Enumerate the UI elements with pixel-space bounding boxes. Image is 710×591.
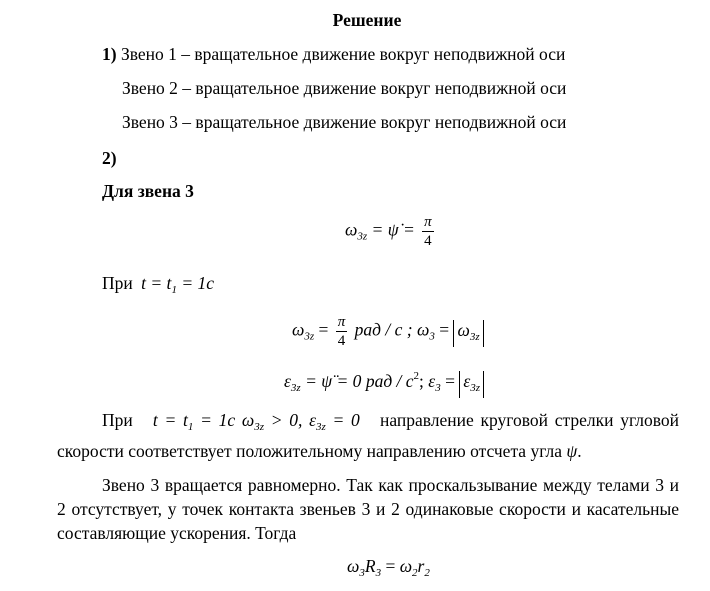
subscript: 1 <box>187 421 194 433</box>
fraction-numerator: π <box>424 214 432 230</box>
condition-expression: = 0 <box>332 410 360 430</box>
subscript: 3z <box>470 382 481 394</box>
paragraph-direction <box>57 408 679 463</box>
time-expression: t = t <box>152 410 188 430</box>
equals-sign: = <box>445 371 455 391</box>
omega-symbol: ω <box>292 319 305 340</box>
omega-symbol: ω <box>345 219 358 240</box>
condition-expression: = 1c ω <box>200 410 255 430</box>
when-label: При <box>102 273 133 293</box>
omega-symbol: ω <box>457 319 470 340</box>
subscript: 3z <box>357 230 368 243</box>
epsilon-symbol: ε <box>463 371 471 391</box>
time-value: = 1c <box>181 273 215 293</box>
equation-velocity-equality <box>347 556 430 579</box>
subscript: 1 <box>171 284 177 296</box>
epsilon-symbol: ε <box>284 371 291 391</box>
equation-rhs: = ψ̈ = 0 <box>305 371 362 391</box>
item-1 <box>102 44 565 65</box>
link-3-motion: Звено 3 – вращательное движение вокруг неподвижной оси <box>122 112 567 132</box>
radius-symbol: R <box>364 556 376 576</box>
equals-sign: = <box>385 556 396 576</box>
subscript: 2 <box>412 567 418 579</box>
equation-rhs: = ψ̇ = <box>371 219 415 240</box>
item-2-number: 2) <box>102 148 117 168</box>
paragraph-text: направление круговой стрелки угловой скорости соответствует положительному направлению отсчета угла <box>57 410 679 461</box>
absolute-value <box>453 320 483 347</box>
subscript: 2 <box>424 567 430 579</box>
equals-sign: = <box>318 319 329 340</box>
radius-symbol: r <box>417 556 425 576</box>
subscript: 3z <box>304 330 315 343</box>
unit: рад / с ; <box>354 319 413 340</box>
subscript: 3z <box>316 421 326 433</box>
equation-angular-velocity <box>345 213 437 250</box>
absolute-value <box>459 371 484 398</box>
exponent: 2 <box>413 370 420 382</box>
subscript: 3z <box>254 421 265 433</box>
omega-symbol: ω <box>416 319 430 340</box>
subscript: 3z <box>290 382 301 394</box>
subscript: 3z <box>469 330 480 343</box>
item-1-number: 1) <box>102 44 117 64</box>
link-1-motion: Звено 1 – вращательное движение вокруг неподвижной оси <box>120 44 566 64</box>
fraction <box>422 213 434 250</box>
subscript: 3 <box>435 382 441 394</box>
equation-omega-value <box>292 313 484 350</box>
subscript: 3 <box>359 567 365 579</box>
time-condition <box>102 273 214 296</box>
semicolon: ; <box>419 371 424 391</box>
paragraph-text: Звено 3 вращается равномерно. Так как проскальзывание между телами 3 и 2 отсутствует, у точек контакта звеньев 3 и 2 одинаковые скорости и касательные составляющие ускорения. Тогда <box>57 475 679 543</box>
period: . <box>577 441 582 461</box>
solution-heading: Решение <box>332 10 402 30</box>
subscript: 3 <box>429 330 435 343</box>
equals-sign: = <box>439 319 450 340</box>
fraction-denominator: 4 <box>424 233 432 249</box>
subheading-link-3: Для звена 3 <box>102 181 194 201</box>
when-label: При <box>102 410 133 430</box>
fraction <box>336 313 348 350</box>
omega-symbol: ω <box>347 556 360 576</box>
unit: рад / с <box>365 371 414 391</box>
paragraph-uniform-rotation <box>57 473 679 545</box>
time-expression: t = t <box>141 273 172 293</box>
condition-expression: > 0, ε <box>270 410 317 430</box>
fraction-denominator: 4 <box>337 333 346 349</box>
psi-symbol: ψ <box>566 441 578 461</box>
fraction-numerator: π <box>337 314 346 330</box>
epsilon-symbol: ε <box>428 371 436 391</box>
link-2-motion: Звено 2 – вращательное движение вокруг неподвижной оси <box>122 78 567 98</box>
subscript: 3 <box>375 567 382 579</box>
equation-epsilon-value <box>284 370 484 398</box>
omega-symbol: ω <box>399 556 413 576</box>
